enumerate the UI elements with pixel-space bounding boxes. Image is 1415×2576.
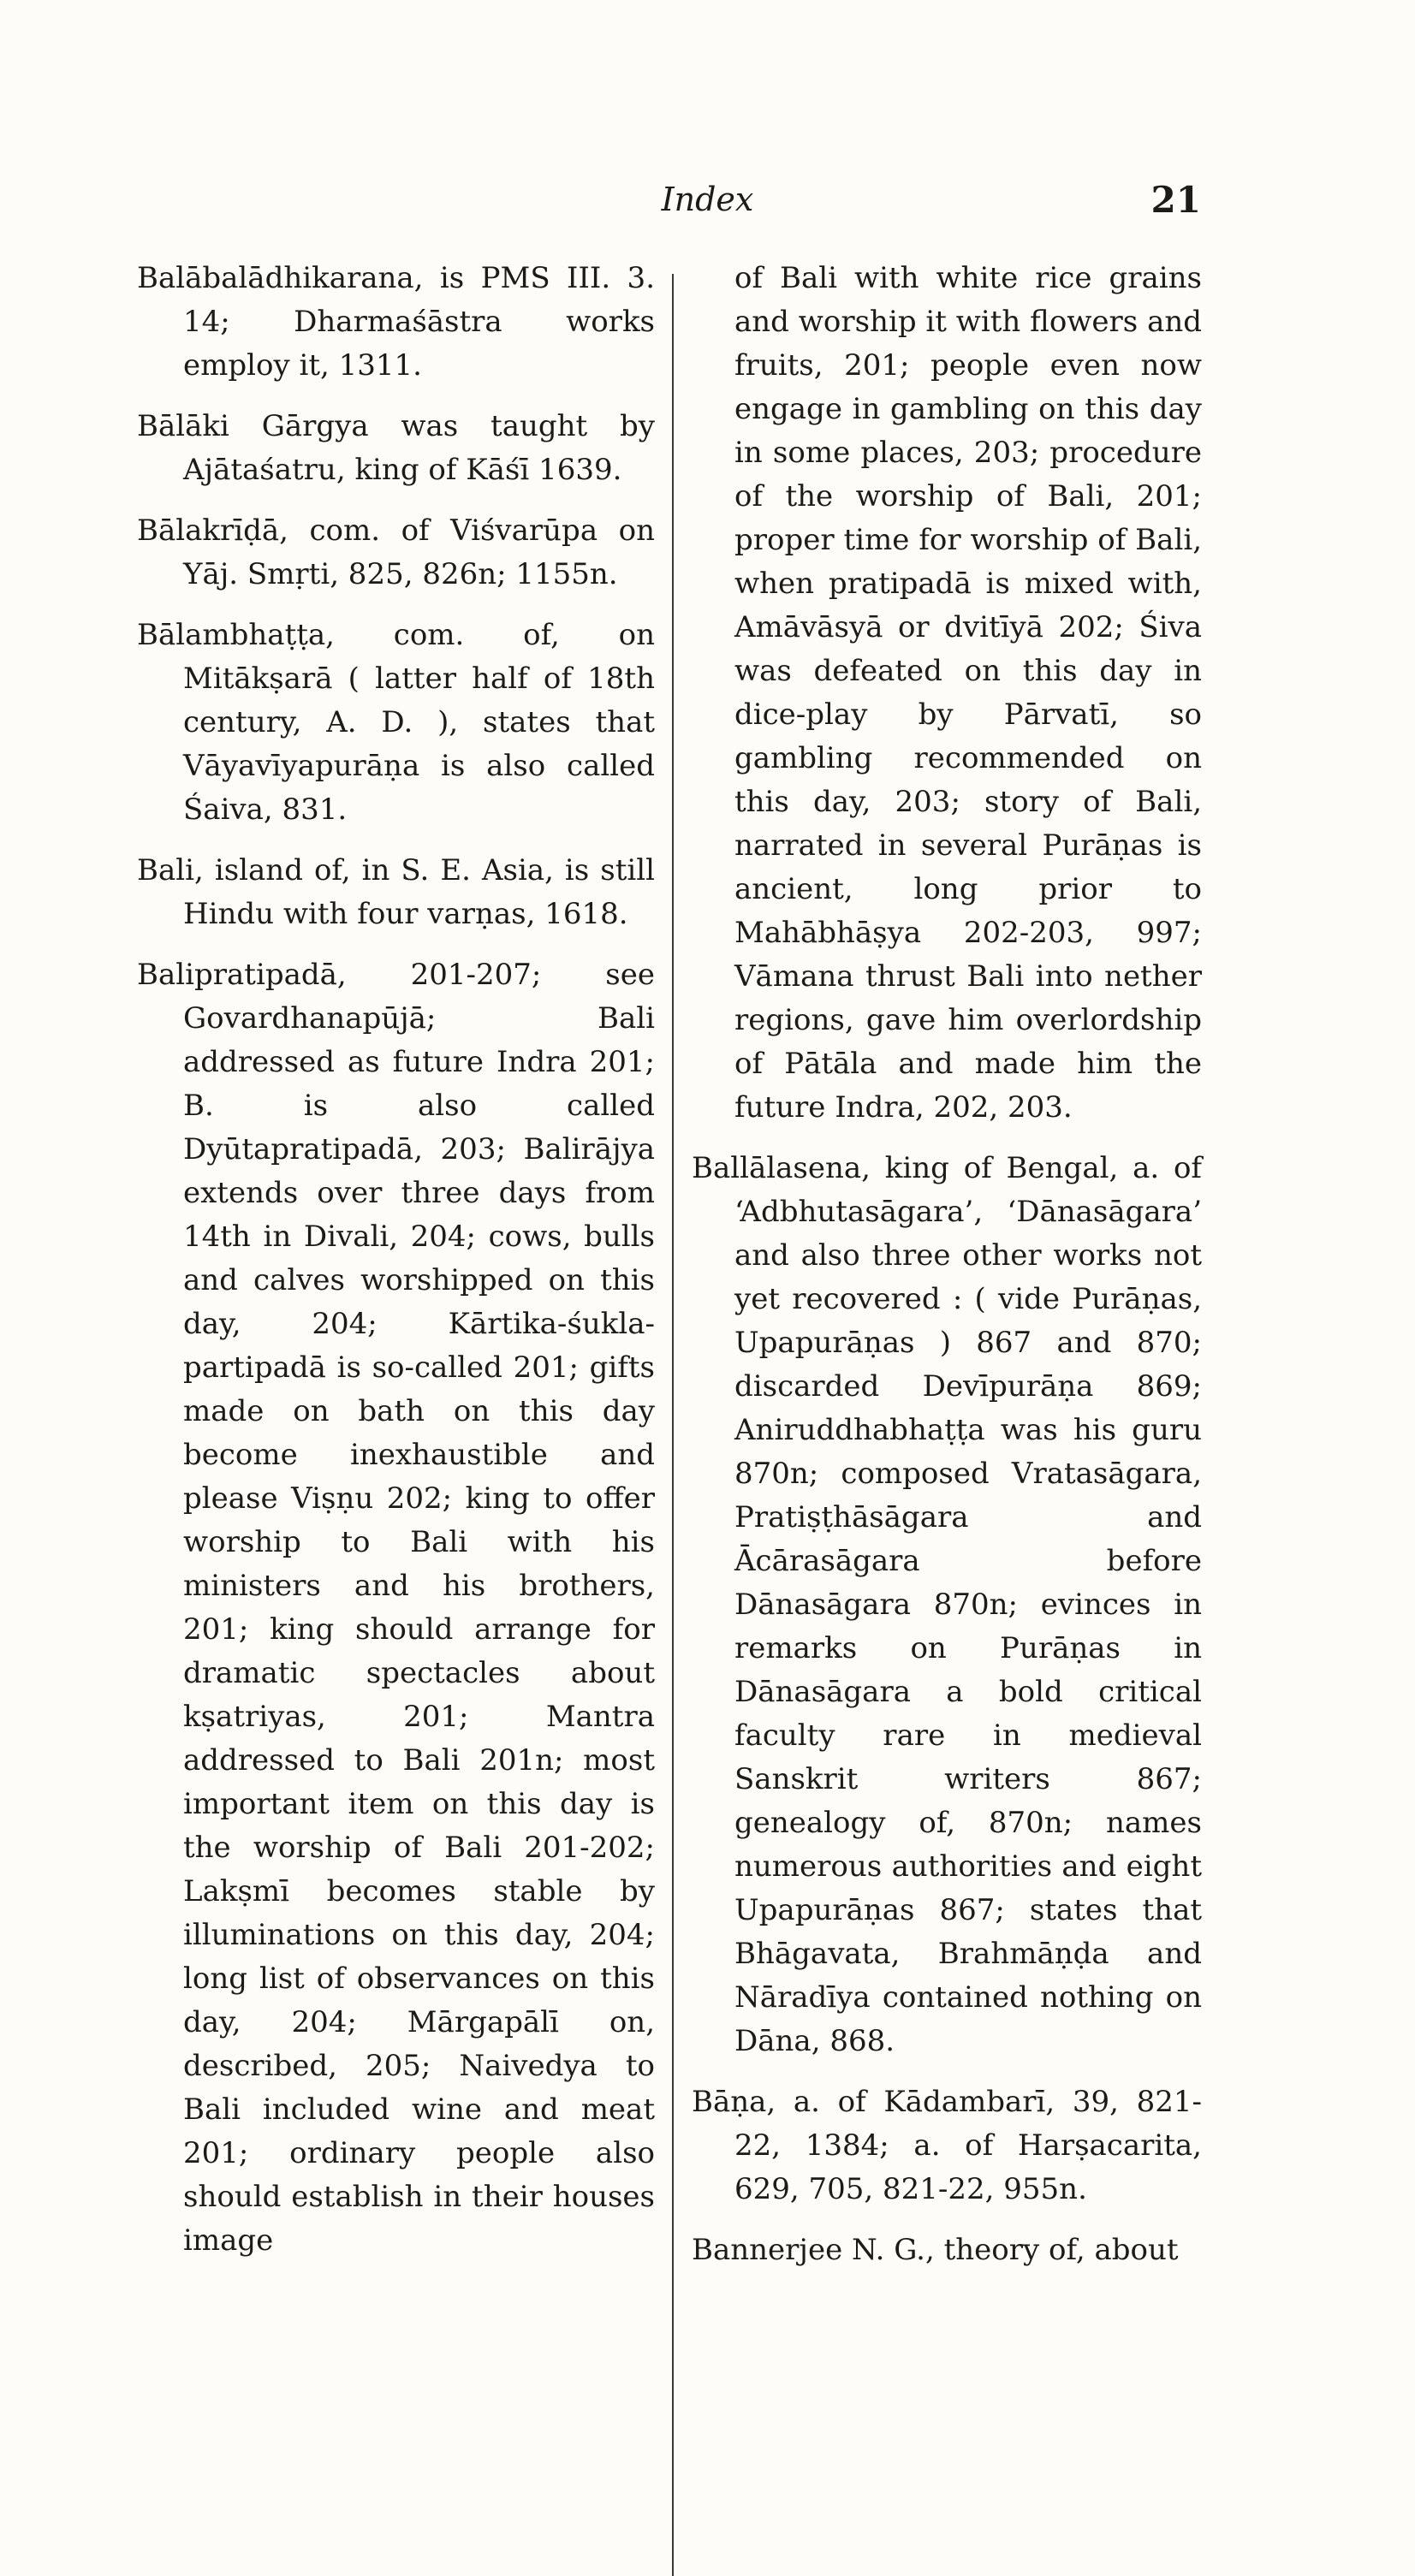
index-entry: Bālakrīḍā, com. of Viśvarūpa on Yāj. Smṛti, 825, 826n; 1155n. xyxy=(137,513,655,591)
page-header xyxy=(0,175,1415,227)
index-entry: Balābalādhikarana, is PMS III. 3. 14; Dharmaśāstra works employ it, 1311. xyxy=(137,261,655,383)
index-entry-continuation: of Bali with white rice grains and worship it with flowers and fruits, 201; people even now engage in gambling on this day in some places, 203; procedure of the worship of Bali, 201; proper time for worship of Bali, when pratipadā is mixed with, Amāvāsyā or dvitīyā 202; Śiva was defeated on this day in dice-play by Pārvatī, so gambling recommended on this day, 203; story of Bali, narrated in several Purāṇas is ancient, long prior to Mahābhāṣya 202-203, 997; Vāmana thrust Bali into nether regions, gave him overlordship of Pātāla and made him the future Indra, 202, 203. xyxy=(734,261,1202,1125)
running-title: Index xyxy=(661,181,754,218)
index-entry: Bāṇa, a. of Kādambarī, 39, 821-22, 1384; a. of Harṣacarita, 629, 705, 821-22, 955n. xyxy=(692,2085,1202,2206)
index-entry: Bālāki Gārgya was taught by Ajātaśatru, king of Kāśī 1639. xyxy=(137,409,655,487)
index-entry: Bali, island of, in S. E. Asia, is still Hindu with four varṇas, 1618. xyxy=(137,853,655,931)
page-number: 21 xyxy=(1150,179,1201,221)
index-entry: Ballālasena, king of Bengal, a. of ‘Adbhutasāgara’, ‘Dānasāgara’ and also three other works not yet recovered : ( vide Purāṇas, Upapurāṇas ) 867 and 870; discarded Devīpurāṇa 869; Aniruddhabhaṭṭa was his guru 870n; composed Vratasāgara, Pratiṣṭhāsāgara and Ācārasāgara before Dānasāgara 870n; evinces in remarks on Purāṇas in Dānasāgara a bold critical faculty rare in medieval Sanskrit writers 867; genealogy of, 870n; names numerous authorities and eight Upapurāṇas 867; states that Bhāgavata, Brahmāṇḍa and Nāradīya contained nothing on Dāna, 868. xyxy=(692,1151,1202,2058)
index-entry: Balipratipadā, 201-207; see Govardhanapūjā; Bali addressed as future Indra 201; B. is also called Dyūtapratipadā, 203; Balirājya extends over three days from 14th in Divali, 204; cows, bulls and calves worshipped on this day, 204; Kārtika-śukla-partipadā is so-called 201; gifts made on bath on this day become inexhaustible and please Viṣṇu 202; king to offer worship to Bali with his ministers and his brothers, 201; king should arrange for dramatic spectacles about kṣatriyas, 201; Mantra addressed to Bali 201n; most important item on this day is the worship of Bali 201-202; Lakṣmī becomes stable by illuminations on this day, 204; long list of observances on this day, 204; Mārgapālī on, described, 205; Naivedya to Bali included wine and meat 201; ordinary people also should establish in their houses image xyxy=(137,958,655,2258)
index-entry: Bālambhaṭṭa, com. of, on Mitākṣarā ( latter half of 18th century, A. D. ), states that Vāyavīyapurāṇa is also called Śaiva, 831. xyxy=(137,618,655,827)
left-column xyxy=(137,257,655,2280)
right-column xyxy=(692,257,1202,2289)
column-divider xyxy=(672,274,674,2576)
index-entry: Bannerjee N. G., theory of, about xyxy=(692,2233,1179,2267)
